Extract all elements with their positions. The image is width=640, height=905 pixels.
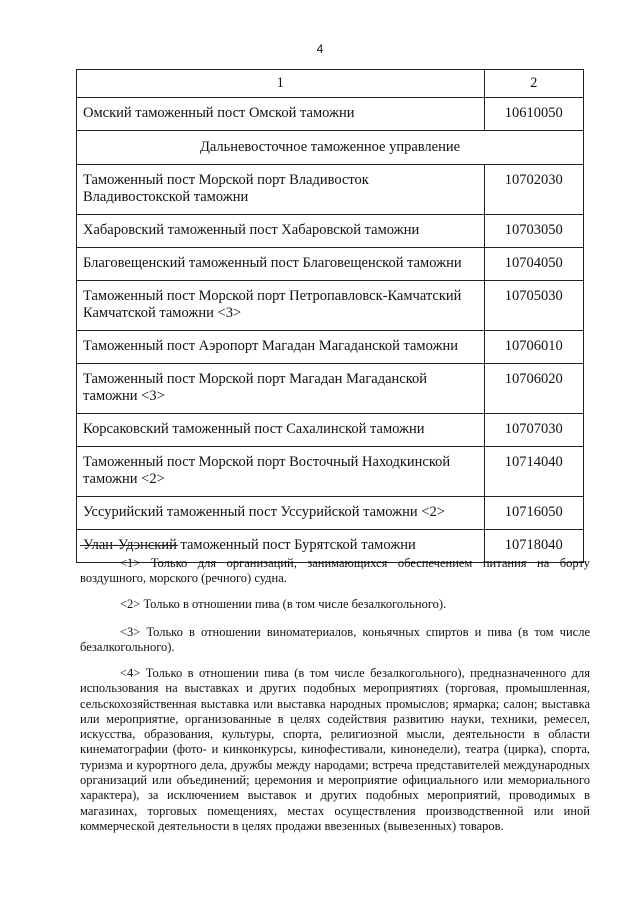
post-code: 10718040 bbox=[484, 530, 583, 563]
table-row bbox=[77, 364, 584, 414]
table-row bbox=[77, 281, 584, 331]
section-title: Дальневосточное таможенное управление bbox=[77, 131, 584, 165]
section-row bbox=[77, 131, 584, 165]
footnote-3: <3> Только в отношении виноматериалов, коньячных спиртов и пива (в том числе безалкогольного). bbox=[80, 625, 590, 655]
post-name: Корсаковский таможенный пост Сахалинской таможни bbox=[77, 414, 485, 447]
table-row bbox=[77, 165, 584, 215]
post-name: Уссурийский таможенный пост Уссурийской таможни <2> bbox=[77, 497, 485, 530]
table-row bbox=[77, 497, 584, 530]
footnote-2: <2> Только в отношении пива (в том числе безалкогольного). bbox=[120, 597, 447, 611]
post-name: Улан-Удэнский таможенный пост Бурятской таможни bbox=[77, 530, 485, 563]
column-header-2: 2 bbox=[484, 70, 583, 98]
post-name: Благовещенский таможенный пост Благовещенской таможни bbox=[77, 248, 485, 281]
footnote-4: <4> Только в отношении пива (в том числе безалкогольного), предназначенного для использования на выставках и других подобных мероприятиях (торговая, промышленная, сельскохозяйственная выставка или выставка народных промыслов; ярмарка; салон; выставка или мероприятие, организованные в целях содействия развитию науки, техники, ремесел, искусства, образования, культуры, спорта, религиозной мысли, деятельности в области кинематографии (фото- и кинконкурсы, кинофестивали, кинонедели), театра (цирка), спорта, туризма и курортного дела, дружбы между народами; встреча представителей международных организаций или объединений; церемония и мероприятие официального или мемориального характера), за исключением выставок и других подобных мероприятий, проводимых в магазинах, торговых помещениях, местах осуществления производственной или иной коммерческой деятельности в целях продажи ввезенных (вывезенных) товаров. bbox=[80, 666, 590, 833]
post-name: Омский таможенный пост Омской таможни bbox=[77, 98, 485, 131]
table-row bbox=[77, 447, 584, 497]
post-code: 10714040 bbox=[484, 447, 583, 497]
post-name: Таможенный пост Морской порт Восточный Находкинской таможни <2> bbox=[77, 447, 485, 497]
post-code: 10704050 bbox=[484, 248, 583, 281]
footnote-1: <1> Только для организаций, занимающихся обеспечением питания на борту воздушного, морского (речного) судна. bbox=[80, 556, 590, 586]
post-name: Таможенный пост Морской порт Магадан Магаданской таможни <3> bbox=[77, 364, 485, 414]
post-name: Таможенный пост Морской порт Владивосток Владивостокской таможни bbox=[77, 165, 485, 215]
table-row bbox=[77, 331, 584, 364]
table-row bbox=[77, 98, 584, 131]
post-code: 10706020 bbox=[484, 364, 583, 414]
post-code: 10702030 bbox=[484, 165, 583, 215]
table-row bbox=[77, 414, 584, 447]
post-code: 10703050 bbox=[484, 215, 583, 248]
page-number: 4 bbox=[316, 42, 324, 56]
footnote-divider bbox=[80, 545, 178, 546]
table-header-row bbox=[77, 70, 584, 98]
table-row bbox=[77, 248, 584, 281]
column-header-1: 1 bbox=[77, 70, 485, 98]
post-name: Таможенный пост Морской порт Петропавловск-Камчатский Камчатской таможни <3> bbox=[77, 281, 485, 331]
post-code: 10610050 bbox=[484, 98, 583, 131]
post-name: Хабаровский таможенный пост Хабаровской таможни bbox=[77, 215, 485, 248]
post-code: 10705030 bbox=[484, 281, 583, 331]
customs-posts-table bbox=[76, 69, 584, 563]
post-name: Таможенный пост Аэропорт Магадан Магаданской таможни bbox=[77, 331, 485, 364]
post-code: 10716050 bbox=[484, 497, 583, 530]
post-code: 10706010 bbox=[484, 331, 583, 364]
table-row bbox=[77, 215, 584, 248]
post-code: 10707030 bbox=[484, 414, 583, 447]
